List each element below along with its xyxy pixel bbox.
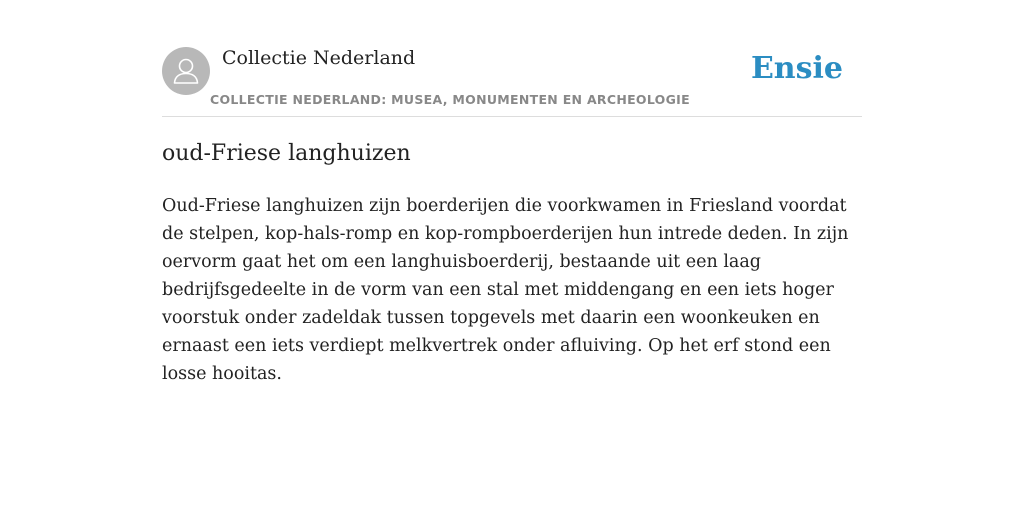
author-subtitle: COLLECTIE NEDERLAND: MUSEA, MONUMENTEN EN ARCHEOLOGIE [210,92,690,107]
brand-logo[interactable]: Ensie [750,51,843,86]
entry-card [162,0,862,384]
entry-header [162,0,862,117]
entry-title: oud-Friese langhuizen [162,141,411,166]
author-name[interactable]: Collectie Nederland [222,47,416,69]
user-silhouette-icon [162,47,210,95]
entry-body: Oud-Friese langhuizen zijn boerderijen die voorkwamen in Friesland voordat de stelpen, kop-hals-romp en kop-rompboerderijen hun intrede deden. In zijn oervorm gaat het om een langhuisboerderij, bestaande uit een laag bedrijfsgedeelte in de vorm van een stal met middengang en een iets hoger voorstuk onder zadeldak tussen topgevels met daarin een woonkeuken en ernaast een iets verdiept melkvertrek onder afluiving. Op het erf stond een losse hooitas. [162,196,849,384]
author-avatar[interactable] [162,47,210,95]
